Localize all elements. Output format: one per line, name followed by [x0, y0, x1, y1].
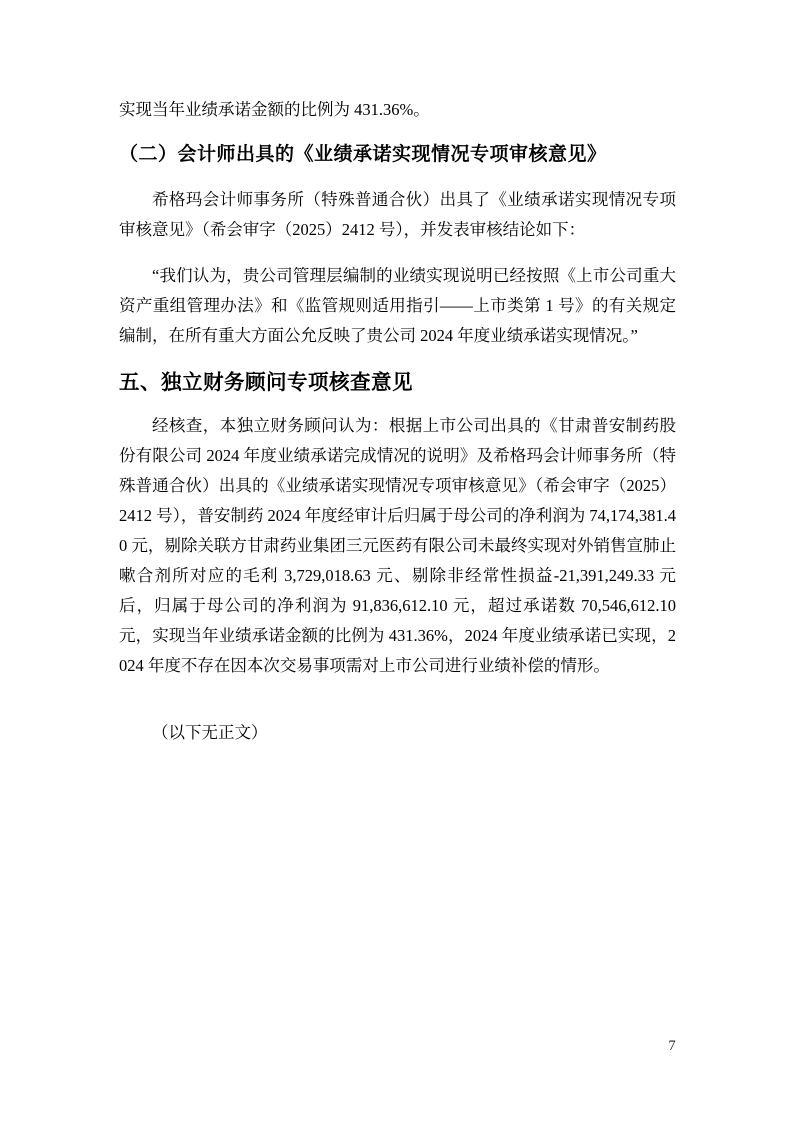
page-number: 7 — [668, 1038, 676, 1054]
section-heading-independent-financial-advisor: 五、独立财务顾问专项核查意见 — [119, 371, 413, 394]
paragraph-closing-note: （以下无正文） — [152, 723, 268, 742]
paragraph-advisor-verification-opinion: 经核查，本独立财务顾问认为：根据上市公司出具的《甘肃普安制药股份有限公司 2024 年度业绩承诺完成情况的说明》及希格玛会计师事务所（特殊普通合伙）出具的《业绩承诺实现情况专项审核意见》（希会审字（2025）2412 号），普安制药 2024 年度经审计后归属于母公司的净利润为 74,174,381.40 元，剔除关联方甘肃药业集团三元医药有限公司未最终实现对外销售宣肺止嗽合剂所对应的毛利 3,729,018.63 元、剔除非经常性损益-21,391,249.33 元后，归属于母公司的净利润为 91,836,612.10 元，超过承诺数 70,546,612.10 元，实现当年业绩承诺金额的比例为 431.36%，2024 年度业绩承诺已实现，2024 年度不存在因本次交易事项需对上市公司进行业绩补偿的情形。 — [119, 416, 676, 675]
section-heading-accountant-audit-opinion: （二）会计师出具的《业绩承诺实现情况专项审核意见》 — [119, 144, 607, 165]
paragraph-audit-conclusion-quote: “我们认为，贵公司管理层编制的业绩实现说明已经按照《上市公司重大资产重组管理办法》和《监管规则适用指引——上市类第 1 号》的有关规定编制，在所有重大方面公允反映了贵公司 2024 年度业绩承诺实现情况。” — [119, 266, 676, 345]
page-content — [119, 95, 676, 748]
paragraph-auditor-issued: 希格玛会计师事务所（特殊普通合伙）出具了《业绩承诺实现情况专项审核意见》（希会审字（2025）2412 号），并发表审核结论如下： — [119, 190, 676, 239]
paragraph-continuation: 实现当年业绩承诺金额的比例为 431.36%。 — [119, 100, 430, 119]
